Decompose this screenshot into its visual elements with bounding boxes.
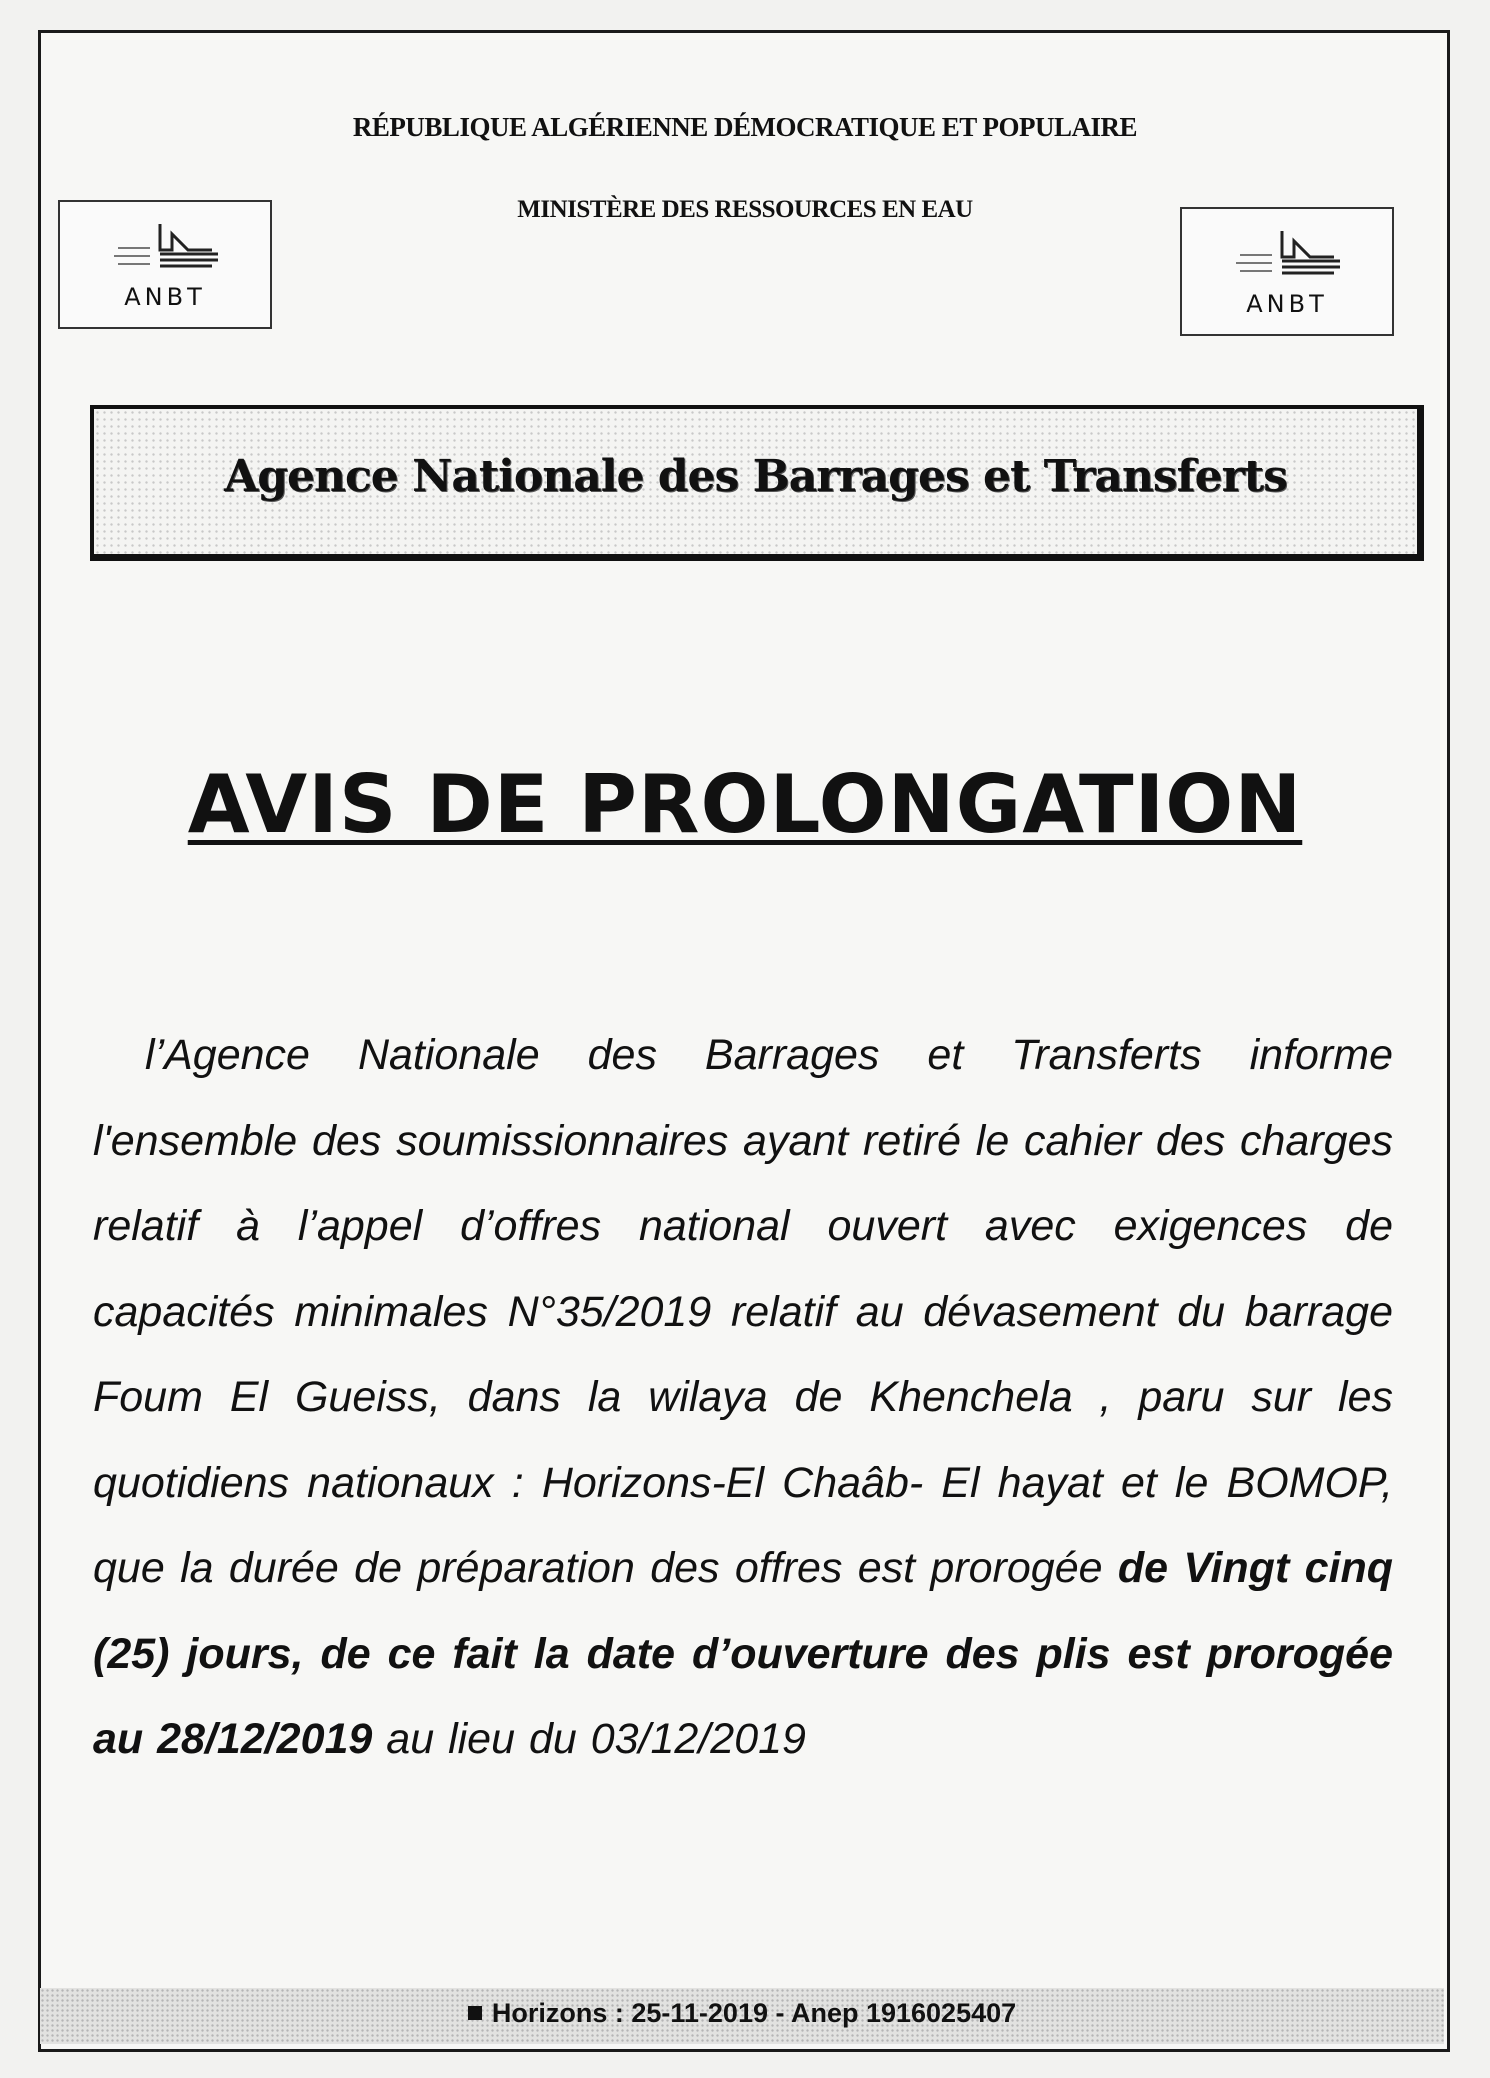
footer-bar [40, 1988, 1444, 2044]
square-bullet-icon [468, 2006, 482, 2020]
logo-label: ANBT [1246, 290, 1328, 318]
anbt-logo-left [58, 200, 272, 329]
notice-body-ending: au lieu du 03/12/2019 [386, 1715, 806, 1763]
dam-logo-icon [100, 220, 230, 280]
dam-logo-icon [1222, 227, 1352, 287]
agency-banner [90, 405, 1424, 561]
notice-body-intro: l’Agence Nationale des Barrages et Transferts informe l'ensemble des soumissionnaires ayant retiré le cahier des charges relatif à l’appel d’offres national ouvert avec exigences de capacités minimales N°35/2019 relatif au dévasement du barrage Foum El Gueiss, dans la wilaya de Khenchela , paru sur les quotidiens nationaux : Horizons-El Chaâb- El hayat et le BOMOP, que la durée de préparation des offres est prorogée [93, 1031, 1393, 1592]
anbt-logo-right [1180, 207, 1394, 336]
notice-body-bold: de Vingt cinq (25) jours, de ce fait la date d’ouverture des plis est prorogée au 28/12/2019 [93, 1544, 1393, 1763]
ministry-header: MINISTÈRE DES RESSOURCES EN EAU [517, 196, 973, 223]
logo-label: ANBT [124, 283, 206, 311]
footer-text: Horizons : 25-11-2019 - Anep 1916025407 [491, 1998, 1017, 2028]
notice-title: AVIS DE PROLONGATION [187, 758, 1303, 851]
agency-name: Agence Nationale des Barrages et Transferts [224, 451, 1287, 502]
notice-body [93, 1013, 1393, 1783]
republic-header: RÉPUBLIQUE ALGÉRIENNE DÉMOCRATIQUE ET POPULAIRE [352, 112, 1138, 142]
footer-reference [40, 1998, 1444, 2029]
